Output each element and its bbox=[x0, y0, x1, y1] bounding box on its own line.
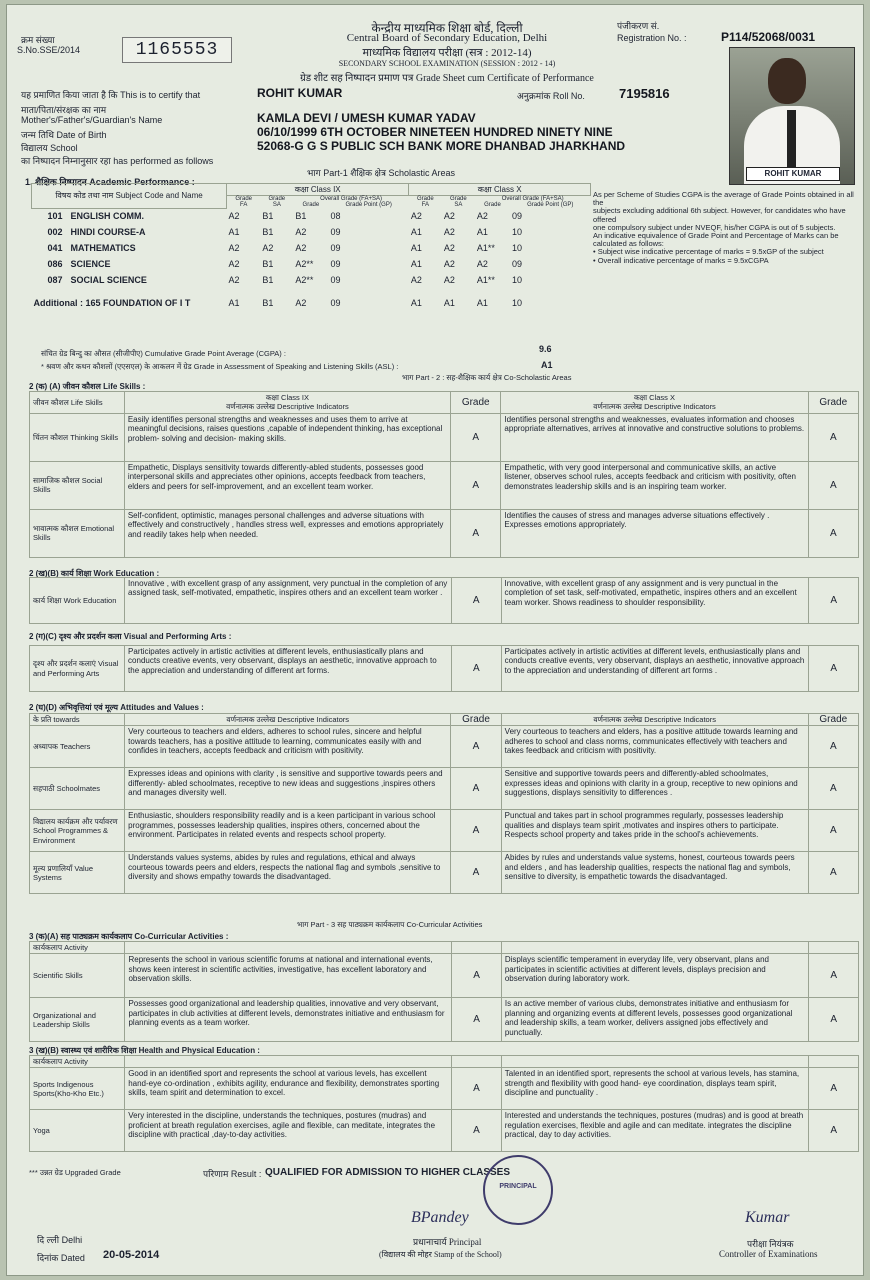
grading-note-line: As per Scheme of Studies CGPA is the average of Grade Points obtained in all the bbox=[593, 190, 854, 208]
asl-value: A1 bbox=[541, 360, 553, 370]
school-seal: PRINCIPAL bbox=[483, 1155, 553, 1225]
x-grade: A1** bbox=[476, 243, 495, 253]
ix-fa: A1 bbox=[228, 227, 240, 237]
health-ix: Very interested in the discipline, understands the techniques, postures (mudras) and proficient at breath regulation exercises, agile and flexible, can meditate, integrates the discipline with practical ,day-to-day activities. bbox=[125, 1110, 452, 1152]
grade-sheet bbox=[6, 4, 864, 1276]
cgpa-label: संचित ग्रेड बिन्दु का औसत (सीजीपीए) Cumulative Grade Point Average (CGPA) : bbox=[41, 349, 286, 358]
cca-label: Scientific Skills bbox=[30, 954, 125, 998]
attitude-label: अध्यापक Teachers bbox=[30, 726, 125, 768]
x-gp: 10 bbox=[512, 243, 523, 253]
attitude-row bbox=[30, 726, 859, 768]
ix-sa: B1 bbox=[262, 211, 274, 221]
arts-table bbox=[29, 645, 859, 692]
subject-row bbox=[32, 272, 591, 288]
attitude-row bbox=[30, 810, 859, 852]
life-skill-label: सामाजिक कौशल Social Skills bbox=[30, 461, 125, 509]
exam-name-hi: माध्यमिक विद्यालय परीक्षा (सत्र : 2012-14) bbox=[362, 47, 532, 59]
photo-caption: ROHIT KUMAR bbox=[746, 167, 840, 181]
ix-grade: A2 bbox=[295, 227, 307, 237]
x-grade: A2 bbox=[476, 211, 488, 221]
school-label: विद्यालय School bbox=[21, 143, 78, 153]
life-skill-ix-grade: A bbox=[451, 509, 501, 557]
work-education-table bbox=[29, 577, 859, 624]
health-label: 3 (ख)(B) स्वास्थ्य एवं शारीरिक शिक्षा Health and Physical Education : bbox=[29, 1046, 260, 1055]
arts-x-grade: A bbox=[809, 646, 859, 692]
ix-grade-col: Grade bbox=[451, 392, 501, 414]
life-skill-ix: Easily identifies personal strengths and weaknesses and uses them to arrive at meaningful decisions, raises questions ,capable of independent thinking, has exceptional problem- solving and decision- making skills. bbox=[124, 413, 450, 461]
additional-ix-grade: A2 bbox=[295, 298, 307, 308]
life-skill-row bbox=[30, 461, 859, 509]
attitude-ix-grade: A bbox=[451, 810, 501, 852]
part2-title: भाग Part - 2 : सह-शैक्षिक कार्य क्षेत्र Co-Scholastic Areas bbox=[402, 373, 572, 382]
life-skills-table bbox=[29, 391, 859, 558]
ix-sa: A2 bbox=[262, 243, 274, 253]
serial-number: 1165553 bbox=[122, 37, 232, 63]
roll-number: 7195816 bbox=[619, 86, 670, 101]
principal-label: प्रधानाचार्य Principal bbox=[413, 1237, 482, 1247]
ix-gp: 09 bbox=[330, 259, 341, 269]
life-skill-x-grade: A bbox=[808, 509, 858, 557]
life-skill-row bbox=[30, 413, 859, 461]
life-skill-label: चिंतन कौशल Thinking Skills bbox=[30, 413, 125, 461]
work-education-row-label: कार्य शिक्षा Work Education bbox=[30, 578, 125, 624]
arts-x-desc: Participates actively in artistic activities at different levels, enthusiastically plans and conducts creative events, very observant, displays an aesthetic, innovative approach to the appreciation and understanding of different art forms . bbox=[501, 646, 809, 692]
attitude-label: विद्यालय कार्यक्रम और पर्यावरण School Programmes & Environment bbox=[30, 810, 125, 852]
serial-label-en: S.No.SSE/2014 bbox=[17, 45, 81, 55]
date-of-birth: 06/10/1999 6TH OCTOBER NINETEEN HUNDRED NINETY NINE bbox=[257, 125, 613, 139]
cca-ix-grade: A bbox=[452, 954, 502, 998]
additional-ix-sa: B1 bbox=[262, 298, 274, 308]
controller-label-hi: परीक्षा नियंत्रक bbox=[747, 1239, 794, 1249]
towards-col: के प्रति towards bbox=[30, 714, 125, 726]
x-sa: A2 bbox=[443, 275, 455, 285]
life-skill-x-grade: A bbox=[808, 461, 858, 509]
cca-x: Is an active member of various clubs, demonstrates initiative and enthusiasm for planning and organizing events at different levels, possesses good organizational and leadership skills, a team worker, delivers assigned jobs effectively and punctually. bbox=[501, 998, 808, 1042]
ix-gp-header: Grade Point (GP) bbox=[345, 202, 392, 208]
x-overall-header: Overall Grade (FA+SA) bbox=[501, 196, 564, 202]
attitude-ix-grade: A bbox=[451, 852, 501, 894]
health-activity-col: कार्यकलाप Activity bbox=[30, 1056, 125, 1068]
attitudes-x-grade-col: Grade bbox=[808, 714, 858, 726]
subject-code: 041 bbox=[47, 243, 63, 253]
health-x-grade: A bbox=[809, 1068, 859, 1110]
work-x-desc: Innovative, with excellent grasp of any assignment and is very punctual in the completion of set task, self-motivated, empathetic, inspires others and an excellent team worker. Shows readiness to shoulder responsibility. bbox=[501, 578, 809, 624]
subject-name: 086 SCIENCE bbox=[47, 259, 111, 269]
subject-name: 101 ENGLISH COMM. bbox=[47, 211, 145, 222]
cca-ix: Represents the school in various scientific forums at national and international events, shows keen interest in scientific activities, investigative, has excellent laboratory and observation skills. bbox=[125, 954, 452, 998]
x-gp: 10 bbox=[512, 227, 523, 237]
part1-title: भाग Part-1 शैक्षिक क्षेत्र Scholastic Areas bbox=[307, 168, 456, 178]
additional-x-grade: A1 bbox=[476, 298, 488, 308]
health-x: Talented in an identified sport, represents the school at various levels, has stamina, strength and flexibility with good hand- eye coordination, displays team spirit, discipline and punctuality . bbox=[501, 1068, 809, 1110]
x-fa: A2 bbox=[410, 275, 422, 285]
cca-label: Organizational and Leadership Skills bbox=[30, 998, 125, 1042]
life-skill-ix-grade: A bbox=[451, 461, 501, 509]
work-education-label: 2 (ख)(B) कार्य शिक्षा Work Education : bbox=[29, 569, 160, 578]
grading-note-line: subjects excluding additional 6th subject. However, for candidates who have offered bbox=[593, 206, 846, 224]
student-photo bbox=[729, 47, 855, 185]
cca-row bbox=[30, 954, 859, 998]
health-ix-grade: A bbox=[452, 1068, 502, 1110]
performed-label: का निष्पादन निम्नानुसार रहा has performed as follows bbox=[21, 156, 214, 166]
cca-label: 3 (क)(A) सह पाठ्यक्रम कार्यकलाप Co-Curricular Activities : bbox=[29, 932, 229, 941]
ix-gp: 09 bbox=[330, 227, 341, 237]
grading-note-line: • Subject wise indicative percentage of marks = 9.5xGP of the subject bbox=[593, 247, 824, 257]
life-skill-row bbox=[30, 509, 859, 557]
ix-grade: A2 bbox=[295, 243, 307, 253]
x-fa: A1 bbox=[410, 243, 422, 253]
life-skill-x-grade: A bbox=[808, 413, 858, 461]
attitude-x: Very courteous to teachers and elders, has a positive attitude towards learning and adheres to school and class norms, communicates effectively with teachers and takes feedback and criticism with positivity. bbox=[501, 726, 808, 768]
x-gp: 09 bbox=[512, 211, 523, 221]
cca-row bbox=[30, 998, 859, 1042]
ix-grade-sa-header: Grade bbox=[268, 196, 286, 202]
x-fa-header: FA bbox=[421, 202, 430, 208]
part3-title: भाग Part - 3 सह पाठ्यक्रम कार्यकलाप Co-Curricular Activities bbox=[297, 920, 483, 929]
life-skill-x: Identifies personal strengths and weaknesses, evaluates information and chooses appropriate alternatives, arrives at innovative and constructive solutions to problems. bbox=[501, 413, 808, 461]
certificate-title: ग्रेड शीट सह निष्पादन प्रमाण पत्र Grade Sheet cum Certificate of Performance bbox=[300, 73, 594, 84]
ix-overall-header: Overall Grade (FA+SA) bbox=[320, 196, 383, 202]
life-skill-label: भावात्मक कौशल Emotional Skills bbox=[30, 509, 125, 557]
cca-table bbox=[29, 941, 859, 1042]
attitude-x-grade: A bbox=[808, 810, 858, 852]
parents-label-en: Mother's/Father's/Guardian's Name bbox=[21, 115, 163, 125]
attitudes-x-header: वर्णनात्मक उल्लेख Descriptive Indicators bbox=[501, 714, 808, 726]
x-sa: A2 bbox=[443, 227, 455, 237]
life-skill-ix-grade: A bbox=[451, 413, 501, 461]
dob-label: जन्म तिथि Date of Birth bbox=[21, 130, 107, 140]
ix-grade: A2** bbox=[295, 275, 314, 285]
attitude-x: Punctual and takes part in school programmes regularly, possesses leadership qualities and displays team spirit ,motivates and inspires others to participate. Respects school property and takes pride in the school's achievements. bbox=[501, 810, 808, 852]
academic-label: 1. शैक्षिक निष्पादन Academic Performance : bbox=[25, 177, 195, 187]
attitude-ix: Very courteous to teachers and elders, adheres to school rules, sincere and helpful towards teachers, has a positive attitude to learning, communicates easily with and confides in teachers, accepts feedback and criticism with positivity. bbox=[125, 726, 451, 768]
subject-code: 087 bbox=[47, 275, 63, 285]
subject-row bbox=[32, 208, 591, 224]
ix-grade: B1 bbox=[295, 211, 307, 221]
attitude-row bbox=[30, 768, 859, 810]
asl-label: * श्रवण और कथन कौशलों (एएसएल) के आकलन में ग्रेड Grade in Assessment of Speaking and Listening Skills (ASL) : bbox=[41, 362, 399, 371]
student-name: ROHIT KUMAR bbox=[257, 86, 343, 100]
result-value: QUALIFIED FOR ADMISSION TO HIGHER CLASSES bbox=[265, 1167, 511, 1178]
health-row bbox=[30, 1110, 859, 1152]
ix-descriptive-header: कक्षा Class IX वर्णनात्मक उल्लेख Descriptive Indicators bbox=[124, 392, 450, 414]
attitudes-label: 2 (घ)(D) अभिवृत्तियां एवं मूल्य Attitudes and Values : bbox=[29, 703, 204, 712]
attitude-ix: Enthusiastic, shoulders responsibility readily and is a keen participant in various school programmes, possesses leadership qualities, inspires others, concerned about the environment. Participates in related events and respects school property. bbox=[125, 810, 451, 852]
registration-label-en: Registration No. : bbox=[617, 33, 687, 43]
health-ix-grade: A bbox=[452, 1110, 502, 1152]
result-label: परिणाम Result : bbox=[203, 1169, 262, 1179]
ix-sa-header: SA bbox=[272, 202, 281, 208]
ix-grade: A2** bbox=[295, 259, 314, 269]
ix-sa: B1 bbox=[262, 275, 274, 285]
school-name: 52068-G G S PUBLIC SCH BANK MORE DHANBAD JHARKHAND bbox=[257, 139, 626, 153]
life-skill-ix: Empathetic, Displays sensitivity towards differently-abled students, possesses good interpersonal skills and appreciates other opinions, accepts feedback from teachers, elders and peers for self-improvement, and an excellent team worker. bbox=[124, 461, 450, 509]
x-sa: A2 bbox=[443, 211, 455, 221]
attitude-ix-grade: A bbox=[451, 768, 501, 810]
attitude-x-grade: A bbox=[808, 768, 858, 810]
additional-x-fa: A1 bbox=[410, 298, 422, 308]
registration-label-hi: पंजीकरण सं. bbox=[617, 21, 660, 31]
x-grade-sa-header: Grade bbox=[450, 196, 467, 202]
cca-x-grade: A bbox=[809, 998, 859, 1042]
certify-label: यह प्रमाणित किया जाता है कि This is to certify that bbox=[21, 90, 201, 100]
life-skill-x: Empathetic, with very good interpersonal and communicative skills, an active listener, observes school rules, accepts feedback and criticism with positivity, often demonstrates leadership skills and is an inspiring team worker. bbox=[501, 461, 808, 509]
issue-date: 20-05-2014 bbox=[103, 1249, 160, 1261]
subject-row bbox=[32, 224, 591, 240]
stamp-label: (विद्यालय की मोहर Stamp of the School) bbox=[379, 1250, 502, 1259]
ix-sa: B1 bbox=[262, 227, 274, 237]
x-grade: A1** bbox=[476, 275, 495, 285]
additional-x-gp: 10 bbox=[512, 298, 523, 308]
additional-ix-gp: 09 bbox=[330, 298, 341, 308]
arts-row-label: दृश्य और प्रदर्शन कलाएं Visual and Performing Arts bbox=[30, 646, 125, 692]
x-gp: 10 bbox=[512, 275, 523, 285]
subject-row bbox=[32, 240, 591, 256]
subject-name: 041 MATHEMATICS bbox=[47, 243, 136, 253]
x-grade-fa-header: Grade bbox=[417, 196, 434, 202]
attitude-label: मूल्य प्रणालियाँ Value Systems bbox=[30, 852, 125, 894]
academic-table bbox=[31, 183, 591, 318]
x-descriptive-header: कक्षा Class X वर्णनात्मक उल्लेख Descriptive Indicators bbox=[501, 392, 808, 414]
ix-gp: 09 bbox=[330, 275, 341, 285]
work-x-grade: A bbox=[809, 578, 859, 624]
attitude-ix: Understands values systems, abides by rules and regulations, ethical and always courteous towards peers and elders, respects the national flag and symbols ,sensitive to diversity and shows empathy towards the disadvantaged. bbox=[125, 852, 451, 894]
cca-x: Displays scientific temperament in everyday life, very observant, plans and participates in scientific activities at different levels, displays precision and observation during laboratory work. bbox=[501, 954, 808, 998]
attitude-ix-grade: A bbox=[451, 726, 501, 768]
subject-code: 086 bbox=[47, 259, 63, 269]
x-sa-header: SA bbox=[454, 202, 463, 208]
life-skill-x: Identifies the causes of stress and manages adverse situations effectively . Expresses emotions appropriately. bbox=[501, 509, 808, 557]
ix-fa: A2 bbox=[228, 259, 240, 269]
x-fa: A1 bbox=[410, 259, 422, 269]
attitude-row bbox=[30, 852, 859, 894]
subject-row bbox=[32, 256, 591, 272]
x-grade-header: Grade bbox=[484, 202, 501, 208]
subject-rows bbox=[32, 208, 591, 288]
grading-note-line: one compulsory subject under NVEQF, his/her CGPA is out of 5 subjects. bbox=[593, 222, 836, 232]
x-gp: 09 bbox=[512, 259, 523, 269]
class-x-header: कक्षा Class X bbox=[409, 184, 591, 196]
health-row bbox=[30, 1068, 859, 1110]
parents-label-hi: माता/पिता/संरक्षक का नाम bbox=[21, 105, 107, 115]
attitude-label: सहपाठी Schoolmates bbox=[30, 768, 125, 810]
ix-fa: A2 bbox=[228, 211, 240, 221]
additional-subject: Additional : 165 FOUNDATION OF I T bbox=[33, 298, 191, 308]
grading-note-line: An indicative equivalence of Grade Point and Percentage of Marks can be calculated as follows: bbox=[593, 231, 839, 249]
attitude-ix: Expresses ideas and opinions with clarity , is sensitive and supportive towards peers and differently- abled schoolmates, receptive to new ideas and suggestions ,inspires others and manages diversity well. bbox=[125, 768, 451, 810]
board-name-en: Central Board of Secondary Education, Delhi bbox=[346, 32, 548, 44]
parents-name: KAMLA DEVI / UMESH KUMAR YADAV bbox=[257, 111, 476, 125]
attitudes-ix-grade-col: Grade bbox=[451, 714, 501, 726]
subject-code: 101 bbox=[47, 211, 63, 222]
x-sa: A2 bbox=[443, 243, 455, 253]
cca-ix: Possesses good organizational and leadership qualities, innovative and very observant, participates in club activities at different levels, demonstrates initiative and enthusiasm for planning events as a team worker. bbox=[125, 998, 452, 1042]
cca-x-grade: A bbox=[809, 954, 859, 998]
grading-note-line: • Overall indicative percentage of marks = 9.5xCGPA bbox=[593, 255, 769, 265]
x-fa: A2 bbox=[410, 211, 422, 221]
subject-name: 002 HINDI COURSE-A bbox=[47, 227, 146, 237]
class-ix-header: कक्षा Class IX bbox=[227, 184, 409, 196]
work-ix-grade: A bbox=[451, 578, 501, 624]
x-gp-header: Grade Point (GP) bbox=[527, 202, 574, 208]
exam-name-en: SECONDARY SCHOOL EXAMINATION (SESSION : 2012 - 14) bbox=[338, 59, 556, 68]
upgraded-note: *** उन्नत ग्रेड Upgraded Grade bbox=[29, 1168, 121, 1177]
life-skills-col: जीवन कौशल Life Skills bbox=[30, 392, 125, 414]
ix-fa-header: FA bbox=[239, 202, 248, 208]
health-table bbox=[29, 1055, 859, 1152]
health-ix: Good in an identified sport and represents the school at various levels, has excellent hand-eye co-ordination , exhibits agility, endurance and flexibility, demonstrates sporting skills, team spirit and determination to excel. bbox=[125, 1068, 452, 1110]
life-skill-ix: Self-confident, optimistic, manages personal challenges and adverse situations with effectively and constructively , handles stress well, expresses and emotions appropriately and readily takes help when needed. bbox=[124, 509, 450, 557]
additional-x-sa: A1 bbox=[443, 298, 455, 308]
attitude-x-grade: A bbox=[808, 852, 858, 894]
attitude-x: Sensitive and supportive towards peers and differently-abled schoolmates, expresses ideas and opinions with clarity in a group, receptive to new opinions and suggestions, displays sensitivity to differences . bbox=[501, 768, 808, 810]
attitude-x: Abides by rules and understands value systems, honest, courteous towards peers and elders , and has leadership qualities, respects the national flag and symbols, sensitive to diversity, is empathetic towards the disadvantaged. bbox=[501, 852, 808, 894]
ix-sa: B1 bbox=[262, 259, 274, 269]
ix-grade-fa-header: Grade bbox=[235, 196, 252, 202]
registration-number: P114/52068/0031 bbox=[721, 30, 816, 44]
grading-notes bbox=[593, 191, 855, 265]
cca-activity-col: कार्यकलाप Activity bbox=[30, 942, 125, 954]
ix-grade-header: Grade bbox=[302, 202, 320, 208]
x-sa: A2 bbox=[443, 259, 455, 269]
health-x: Interested and understands the techniques, postures (mudras) and is good at breath regulation exercises, flexible and agile and can meditate. integrates the discipline practical, day to day activities. bbox=[501, 1110, 809, 1152]
attitudes-ix-header: वर्णनात्मक उल्लेख Descriptive Indicators bbox=[125, 714, 451, 726]
cgpa-value: 9.6 bbox=[539, 344, 552, 354]
subject-code: 002 bbox=[47, 227, 63, 237]
work-ix-desc: Innovative , with excellent grasp of any assignment, very punctual in the completion of any assigned task, self-motivated, empathetic, inspires others and an excellent team worker . bbox=[125, 578, 452, 624]
principal-signature: BPandey bbox=[411, 1209, 469, 1226]
health-label: Sports Indigenous Sports(Kho-Kho Etc.) bbox=[30, 1068, 125, 1110]
ix-gp: 08 bbox=[330, 211, 341, 221]
x-grade: A1 bbox=[476, 227, 488, 237]
ix-fa: A2 bbox=[228, 275, 240, 285]
arts-label: 2 (ग)(C) दृश्य और प्रदर्शन कला Visual and Performing Arts : bbox=[29, 632, 232, 641]
x-fa: A1 bbox=[410, 227, 422, 237]
roll-label: अनुक्रमांक Roll No. bbox=[517, 91, 585, 101]
dated-label: दिनांक Dated bbox=[37, 1253, 85, 1263]
health-label: Yoga bbox=[30, 1110, 125, 1152]
health-x-grade: A bbox=[809, 1110, 859, 1152]
arts-ix-desc: Participates actively in artistic activities at different levels, enthusiastically plans and conducts creative events, very observant, displays an aesthetic, innovative approach to the appreciation and understanding of different art forms. bbox=[125, 646, 452, 692]
ix-gp: 09 bbox=[330, 243, 341, 253]
life-skills-label: 2 (क) (A) जीवन कौशल Life Skills : bbox=[29, 382, 146, 391]
controller-signature: Kumar bbox=[745, 1209, 790, 1226]
x-grade: A2 bbox=[476, 259, 488, 269]
delhi-label: दि ल्ली Delhi bbox=[37, 1235, 83, 1245]
attitudes-table bbox=[29, 713, 859, 894]
ix-fa: A2 bbox=[228, 243, 240, 253]
arts-ix-grade: A bbox=[452, 646, 502, 692]
attitude-x-grade: A bbox=[808, 726, 858, 768]
subject-col-header: विषय कोड तथा नाम Subject Code and Name bbox=[32, 184, 227, 209]
subject-name: 087 SOCIAL SCIENCE bbox=[47, 275, 147, 285]
board-name-hi: केन्द्रीय माध्यमिक शिक्षा बोर्ड, दिल्ली bbox=[371, 21, 523, 35]
serial-label-hi: क्रम संख्या bbox=[21, 35, 55, 45]
x-grade-col: Grade bbox=[808, 392, 858, 414]
additional-ix-fa: A1 bbox=[228, 298, 240, 308]
controller-label-en: Controller of Examinations bbox=[719, 1249, 818, 1259]
cca-ix-grade: A bbox=[452, 998, 502, 1042]
